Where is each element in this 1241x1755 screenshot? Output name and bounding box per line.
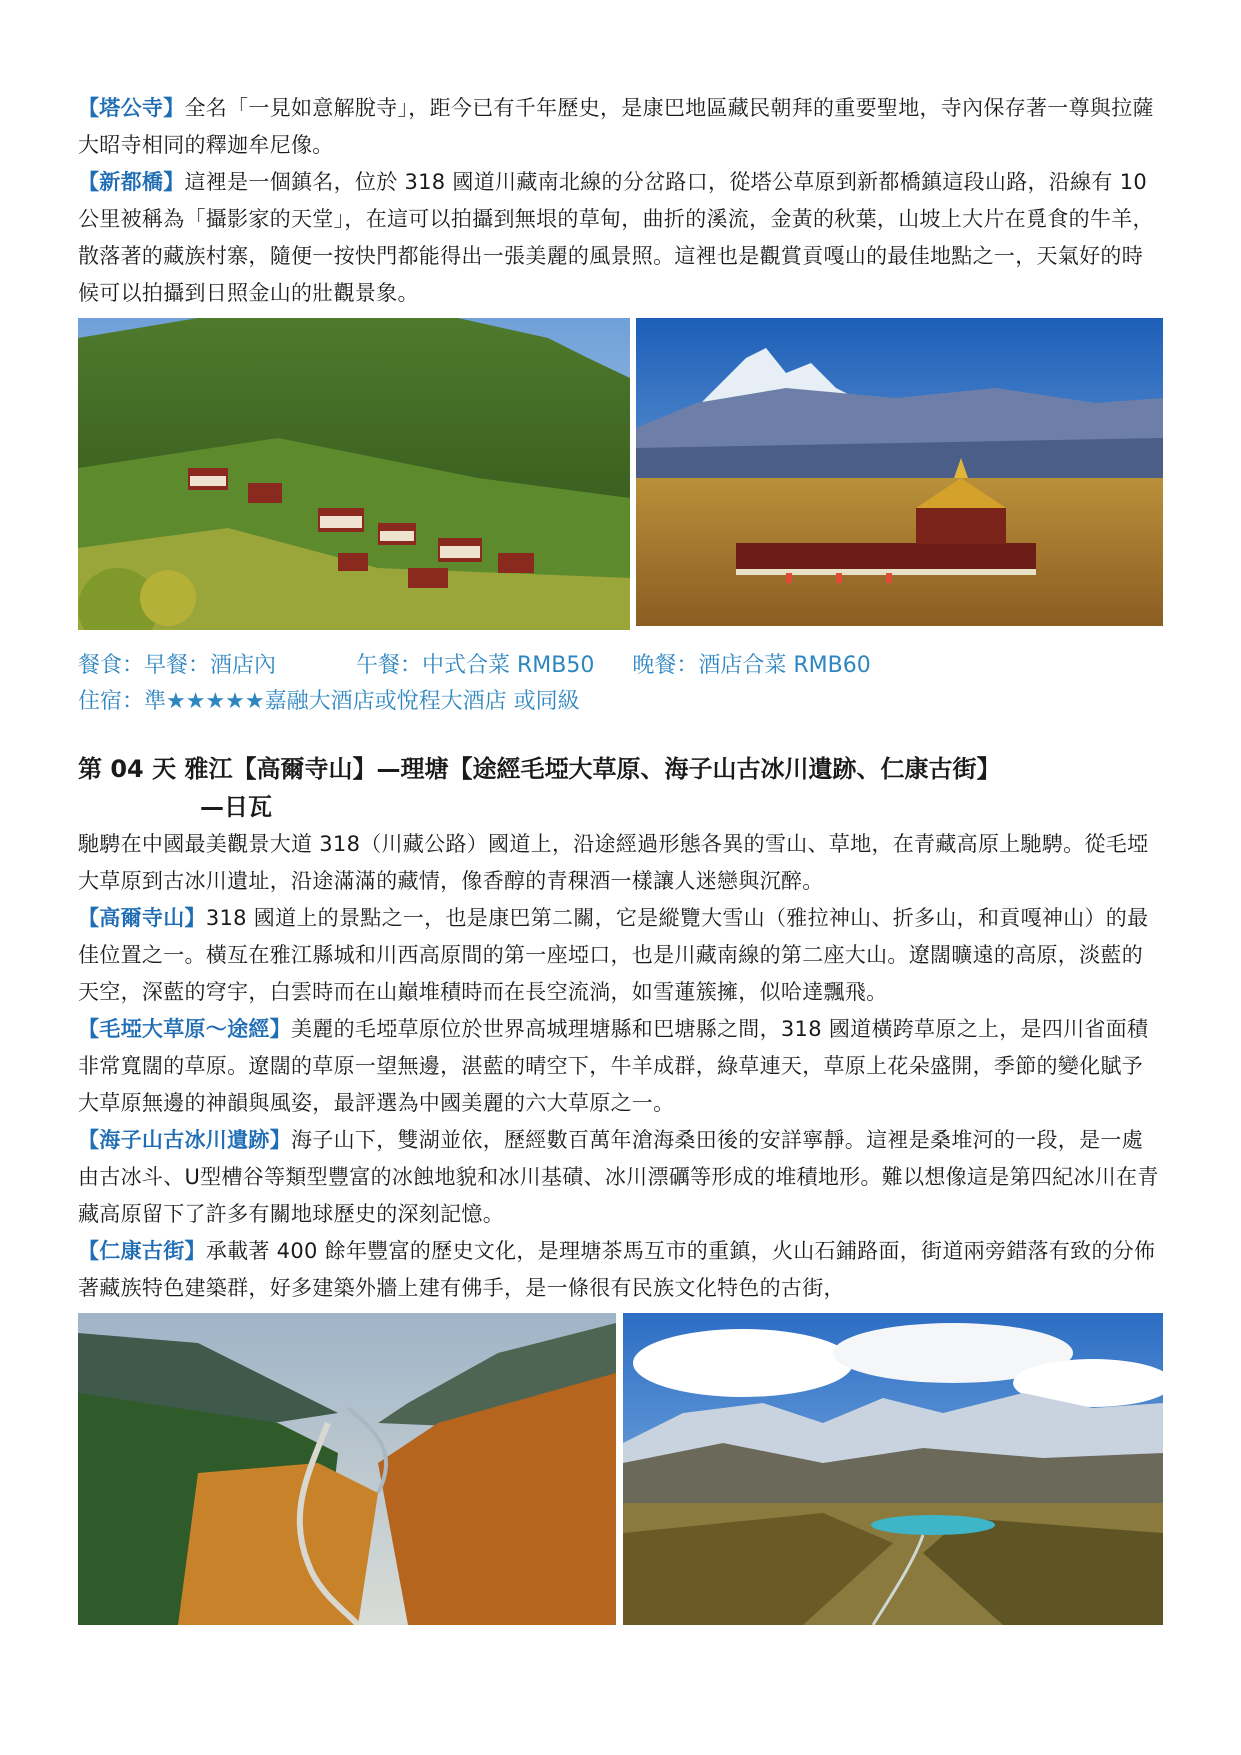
photo-haizishan-lake bbox=[623, 1313, 1163, 1625]
section-text: 這裡是一個鎮名，位於 318 國道川藏南北線的分岔路口，從塔公草原到新都橋鎮這段山路，沿線有 10 公里被稱為「攝影家的天堂」，在這可以拍攝到無垠的草甸，曲折的溪流，金黃的秋葉，山坡上大片在覓食的牛羊，散落著的藏族村寨，隨便一按快門都能得出一張美麗的風景照。這裡也是觀賞貢嘎山的最佳地點之一，天氣好的時候可以拍攝到日照金山的壯觀景象。 bbox=[78, 170, 1154, 305]
day-title-line1: 第 04 天 雅江【高爾寺山】—理塘【途經毛埡大草原、海子山古冰川遺跡、仁康古街】 bbox=[78, 755, 1001, 783]
photo-row-2 bbox=[78, 1313, 1163, 1625]
document-page bbox=[78, 90, 1163, 1625]
section-label: 【海子山古冰川遺跡】 bbox=[78, 1128, 291, 1152]
section-text: 318 國道上的景點之一，也是康巴第二關，它是縱覽大雪山（雅拉神山、折多山，和貢嘎神山）的最佳位置之一。橫亙在雅江縣城和川西高原間的第一座埡口，也是川藏南線的第二座大山。遼闊曠遠的高原，淡藍的天空，深藍的穹宇，白雲時而在山巔堆積時而在長空流淌，如雪蓮簇擁，似哈達飄飛。 bbox=[78, 906, 1149, 1004]
section-text: 承載著 400 餘年豐富的歷史文化，是理塘茶馬互市的重鎮，火山石鋪路面，街道兩旁錯落有致的分佈著藏族特色建築群，好多建築外牆上建有佛手，是一條很有民族文化特色的古街， bbox=[78, 1239, 1156, 1300]
section-label: 【新都橋】 bbox=[78, 170, 185, 194]
day-intro: 馳騁在中國最美觀景大道 318（川藏公路）國道上，沿途經過形態各異的雪山、草地，在青藏高原上馳騁。從毛埡大草原到古冰川遺址，沿途滿滿的藏情，像香醇的青稞酒一樣讓人迷戀與沉醉。 bbox=[78, 832, 1149, 893]
hotel-info: 住宿：準★★★★★嘉融大酒店或悅程大酒店 或同級 bbox=[78, 689, 580, 714]
section-text: 全名「一見如意解脫寺」，距今已有千年歷史，是康巴地區藏民朝拜的重要聖地，寺內保存著一尊與拉薩大昭寺相同的釋迦牟尼像。 bbox=[78, 96, 1154, 157]
section-label: 【高爾寺山】 bbox=[78, 906, 206, 930]
section-label: 【仁康古街】 bbox=[78, 1239, 206, 1263]
meal-lunch: 午餐：中式合菜 RMB50 bbox=[356, 653, 595, 678]
meal-info bbox=[78, 648, 1163, 684]
photo-tagong-monastery bbox=[636, 318, 1163, 626]
section-xinduqiao bbox=[78, 164, 1163, 312]
section-maoya bbox=[78, 1011, 1163, 1122]
photo-autumn-valley bbox=[78, 1313, 616, 1625]
section-tagong bbox=[78, 90, 1163, 164]
day-title-line2: —日瓦 bbox=[200, 793, 272, 821]
meal-breakfast: 餐食：早餐：酒店內 bbox=[78, 653, 277, 678]
section-text: 海子山下，雙湖並依，歷經數百萬年滄海桑田後的安詳寧靜。這裡是桑堆河的一段，是一處由古冰斗、U型槽谷等類型豐富的冰蝕地貌和冰川基磧、冰川漂礪等形成的堆積地形。難以想像這是第四紀冰川在青藏高原留下了許多有關地球歷史的深刻記憶。 bbox=[78, 1128, 1159, 1226]
meal-dinner: 晚餐：酒店合菜 RMB60 bbox=[632, 653, 871, 678]
section-gaoersi bbox=[78, 900, 1163, 1011]
photo-row-1 bbox=[78, 318, 1163, 630]
section-label: 【塔公寺】 bbox=[78, 96, 185, 120]
section-haizishan bbox=[78, 1122, 1163, 1233]
day-heading bbox=[78, 750, 1163, 826]
section-label: 【毛埡大草原～途經】 bbox=[78, 1017, 291, 1041]
photo-tibetan-village bbox=[78, 318, 630, 630]
section-renkang bbox=[78, 1233, 1163, 1307]
section-text: 美麗的毛埡草原位於世界高城理塘縣和巴塘縣之間，318 國道橫跨草原之上，是四川省面積非常寬闊的草原。遼闊的草原一望無邊，湛藍的晴空下，牛羊成群，綠草連天，草原上花朵盛開，季節的變化賦予大草原無邊的神韻與風姿，最評選為中國美麗的六大草原之一。 bbox=[78, 1017, 1149, 1115]
